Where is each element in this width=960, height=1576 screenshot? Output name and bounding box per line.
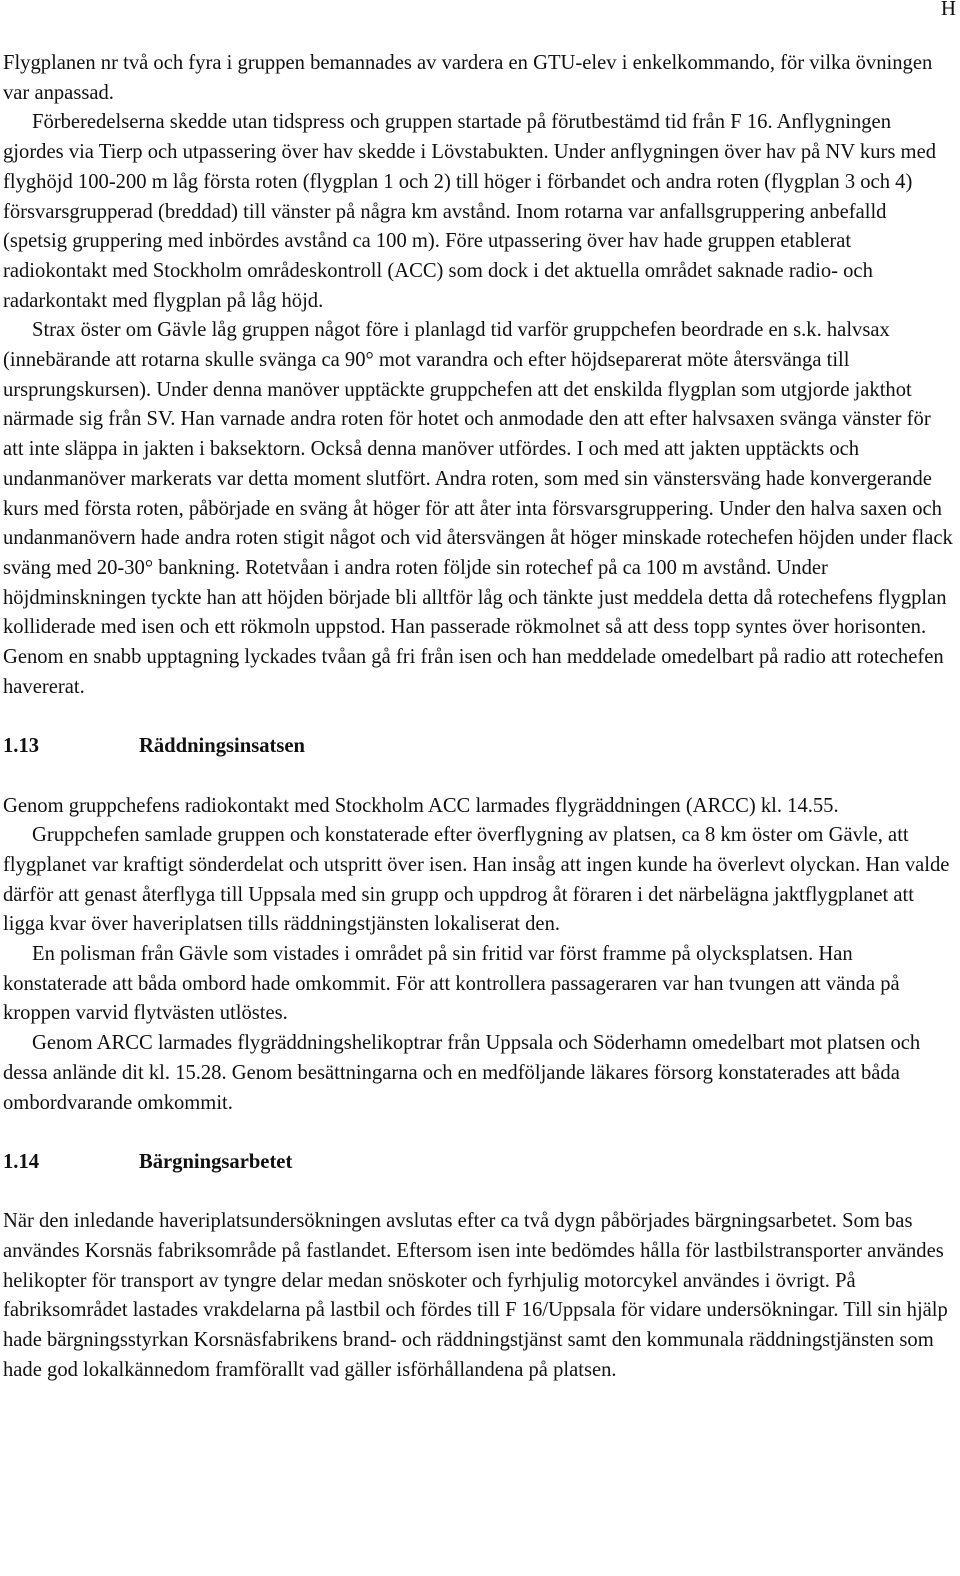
section-title: Bärgningsarbetet: [139, 1150, 293, 1173]
rescue-paragraph-1: Genom gruppchefens radiokontakt med Stockholm ACC larmades flygräddningen (ARCC) kl. 14.55.: [3, 794, 839, 817]
section-heading-1-13: [3, 732, 955, 762]
section-heading-1-14: [3, 1148, 955, 1178]
intro-paragraph-2: Förberedelserna skedde utan tidspress och gruppen startade på förutbestämd tid från F 16. Anflygningen gjordes via Tierp och utpassering över hav skedde i Lövstabukten. Under anflygningen över hav på NV kurs med flyghöjd 100-200 m låg första roten (flygplan 1 och 2) till höger i förbandet och andra roten (flygplan 3 och 4) försvarsgrupperad (breddad) till vänster på några km avstånd. Inom rotarna var anfallsgruppering anbefalld (spetsig gruppering med inbördes avstånd ca 100 m). Före utpassering över hav hade gruppen etablerat radiokontakt med Stockholm områdeskontroll (ACC) som dock i det aktuella området saknade radio- och radarkontakt med flygplan på låg höjd.: [3, 111, 937, 312]
section-number: 1.13: [3, 735, 40, 758]
intro-paragraph-3: Strax öster om Gävle låg gruppen något före i planlagd tid varför gruppchefen beordrade en s.k. halvsax (innebärande att rotarna skulle svänga ca 90° mot varandra och efter höjdseparerat möte återsvänga till ursprungskursen). Under denna manöver upptäckte gruppchefen att det enskilda flygplan som utgjorde jakthot närmade sig från SV. Han varnade andra roten för hotet och anmodade den att efter halvsaxen svänga vänster för att inte släppa in jakten i baksektorn. Också denna manöver utfördes. I och med att jakten upptäckts och undanmanöver markerats var detta moment slutfört. Andra roten, som med sin vänstersväng hade konvergerande kurs med första roten, påbörjade en sväng åt höger för att åter inta försvarsgruppering. Under den halva saxen och undanmanövern hade andra roten stigit något och vid återsvängen åt höger minskade rotechefen höjden under flack sväng med 20-30° bankning. Rotetvåan i andra roten följde sin rotechef på ca 100 m avstånd. Under höjdminskningen tyckte han att höjden började bli alltför låg och tänkte just meddela detta då rotechefens flygplan kolliderade med isen och ett rökmoln uppstod. Han passerade rökmolnet så att dess topp syntes över horisonten. Genom en snabb upptagning lyckades tvåan gå fri från isen och han meddelade omedelbart på radio att rotechefen havererat.: [3, 319, 953, 698]
section-title: Räddningsinsatsen: [139, 735, 305, 758]
intro-paragraph-1: Flygplanen nr två och fyra i gruppen bemannades av vardera en GTU-elev i enkelkommando, för vilka övningen var anpassad.: [3, 52, 933, 104]
rescue-paragraph-4: Genom ARCC larmades flygräddningshelikoptrar från Uppsala och Söderhamn omedelbart mot platsen och dessa anlände dit kl. 15.28. Genom besättningarna och en medföljande läkares försorg konstaterades att båda ombordvarande omkommit.: [3, 1032, 921, 1114]
section-number: 1.14: [3, 1150, 40, 1173]
page-letter: H: [940, 0, 956, 20]
rescue-paragraph-3: En polisman från Gävle som vistades i området på sin fritid var först framme på olycksplatsen. Han konstaterade att båda ombord hade omkommit. För att kontrollera passageraren var han tvungen att vända på kroppen varvid flytvästen utlöstes.: [3, 943, 900, 1025]
rescue-paragraph-2: Gruppchefen samlade gruppen och konstaterade efter överflygning av platsen, ca 8 km öster om Gävle, att flygplanet var kraftigt sönderdelat och utspritt över isen. Han insåg att ingen kunde ha överlevt olyckan. Han valde därför att genast återflyga till Uppsala med sin grupp och uppdrog åt föraren i det närbelägna jaktflygplanet att ligga kvar över haveriplatsen tills räddningstjänsten lokaliserat den.: [3, 824, 950, 936]
salvage-paragraph-1: När den inledande haveriplatsundersökningen avslutas efter ca två dygn påbörjades bärgningsarbetet. Som bas användes Korsnäs fabriksområde på fastlandet. Eftersom isen inte bedömdes hålla för lastbilstransporter användes helikopter för transport av tyngre delar medan snöskoter och fyrhjulig motorcykel användes i övrigt. På fabriksområdet lastades vrakdelarna på lastbil och fördes till F 16/Uppsala för vidare undersökningar. Till sin hjälp hade bärgningsstyrkan Korsnäsfabrikens brand- och räddningstjänst samt den kommunala räddningstjänsten som hade god lokalkännedom framförallt vad gäller isförhållandena på platsen.: [3, 1210, 948, 1381]
document-body: [3, 49, 955, 1386]
